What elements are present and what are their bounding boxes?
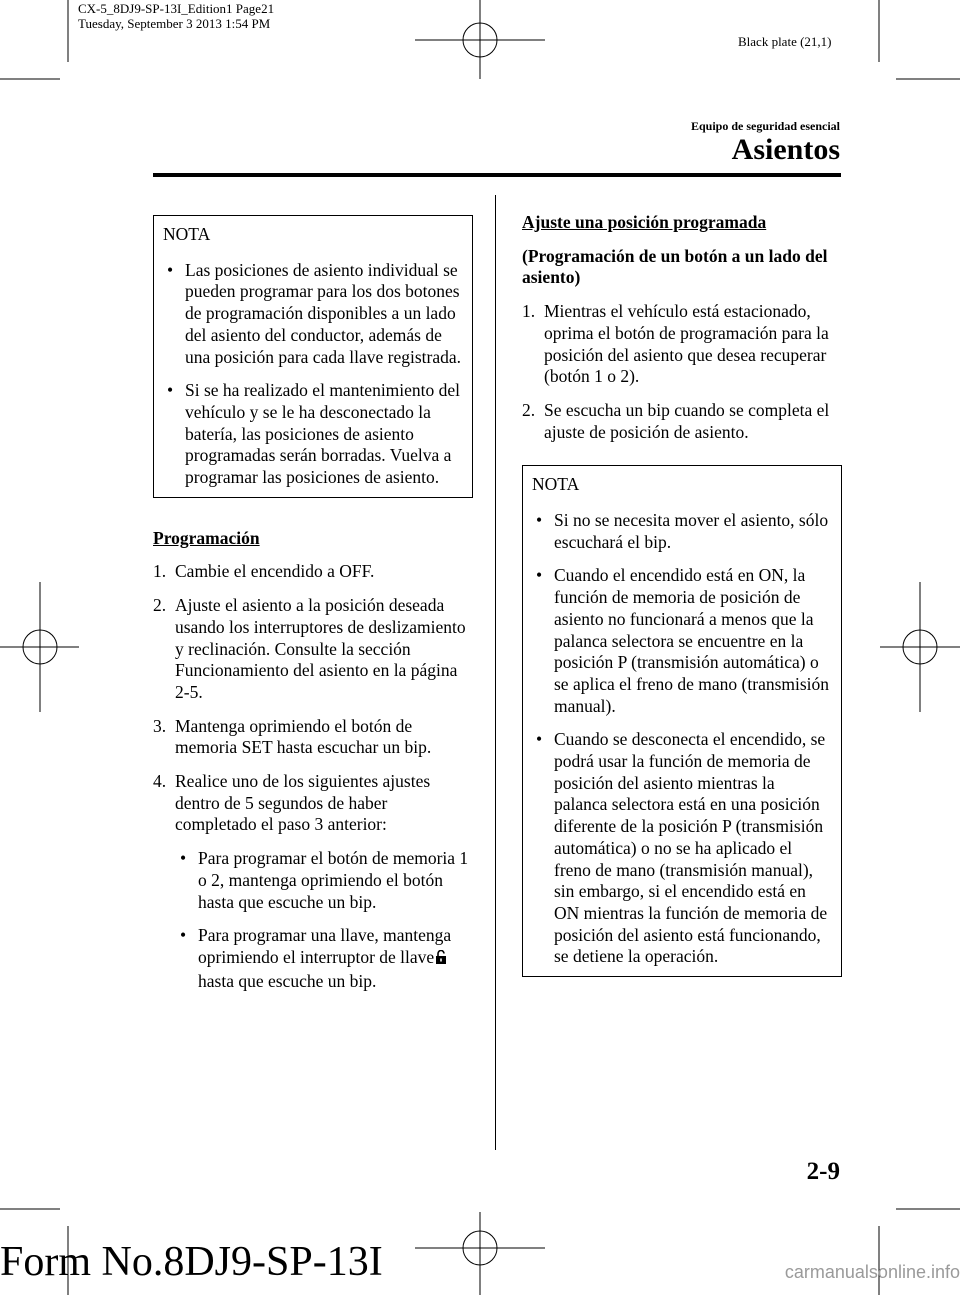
step-text: Mientras el vehículo está estacionado, oprima el botón de programación para la posición del asiento que desea recuperar (botón 1 o 2). <box>544 301 829 387</box>
sub-bullet: • Para programar el botón de memoria 1 o 2, mantenga oprimiendo el botón hasta que escuche un bip. <box>179 848 473 913</box>
note-title: NOTA <box>163 224 211 244</box>
step-text: Ajuste el asiento a la posición deseada usando los interruptores de deslizamiento y reclinación. Consulte la sección Funcionamiento del asiento en la página 2-5. <box>175 595 466 702</box>
step-number: 3. <box>153 715 167 736</box>
sub-bullet-text: Para programar una llave, mantenga oprimiendo el interruptor de llave <box>198 925 452 967</box>
step <box>153 716 473 759</box>
step <box>153 595 473 704</box>
step-number: 1. <box>522 301 536 322</box>
left-column <box>153 215 473 992</box>
note-item: • Si se ha realizado el mantenimiento del vehículo y se le ha desconectado la batería, las posiciones de asiento programadas serán borradas. Vuelva a programar las posiciones de asiento. <box>163 380 463 489</box>
section-heading: Programación <box>153 527 260 548</box>
note-item: • Las posiciones de asiento individual se pueden programar para los dos botones de programación disponibles a un lado del asiento del conductor, además de una posición para cada llave registrada. <box>163 260 463 369</box>
step-text: Realice uno de los siguientes ajustes dentro de 5 segundos de haber completado el paso 3 anterior: <box>175 771 431 835</box>
plate-label: Black plate (21,1) <box>738 34 832 49</box>
right-column <box>522 212 842 977</box>
page-number: 2-9 <box>806 1158 840 1185</box>
step <box>522 400 842 443</box>
step <box>153 561 473 583</box>
note-item: • Cuando el encendido está en ON, la función de memoria de posición de asiento no funcionará a menos que la palanca selectora se encuentre en la posición P (transmisión automática) o se aplica el freno de mano (transmisión manual). <box>532 565 832 717</box>
section-subheading: (Programación de un botón a un lado del asiento) <box>522 245 828 288</box>
step <box>153 771 473 836</box>
step-text: Cambie el encendido a OFF. <box>175 561 375 582</box>
print-info-file: CX-5_8DJ9-SP-13I_Edition1 Page21 <box>78 1 275 16</box>
form-number: Form No.8DJ9-SP-13I <box>0 1239 383 1285</box>
watermark: carmanualsonline.info <box>784 1262 960 1282</box>
sub-bullet <box>179 925 473 992</box>
step-text: Mantenga oprimiendo el botón de memoria SET hasta escuchar un bip. <box>175 715 432 758</box>
note-item: • Si no se necesita mover el asiento, sólo escuchará el bip. <box>532 510 832 553</box>
step-text: Se escucha un bip cuando se completa el ajuste de posición de asiento. <box>544 399 830 442</box>
note-box <box>522 465 842 977</box>
step-number: 2. <box>522 399 536 420</box>
page-title: Asientos <box>731 133 840 166</box>
section-label: Equipo de seguridad esencial <box>690 119 840 133</box>
step-number: 4. <box>153 771 167 792</box>
unlock-icon <box>435 949 447 971</box>
note-item: • Cuando se desconecta el encendido, se podrá usar la función de memoria de posición del asiento mientras la palanca selectora está en una posición diferente de la posición P (transmisión automática) o no se ha aplicado el freno de mano (transmisión manual), sin embargo, si el encendido está en ON mientras la función de memoria de posición del asiento está funcionando, se detiene la operación. <box>532 729 832 968</box>
sub-bullet-text-cont: hasta que escuche un bip. <box>198 970 377 991</box>
section-heading: Ajuste una posición programada <box>522 212 767 232</box>
step <box>522 301 842 388</box>
print-info-date: Tuesday, September 3 2013 1:54 PM <box>78 16 271 31</box>
header-rule <box>153 173 841 177</box>
step-number: 1. <box>153 561 167 582</box>
note-title: NOTA <box>532 474 580 495</box>
print-info <box>78 1 274 31</box>
column-divider <box>495 195 496 1150</box>
step-number: 2. <box>153 595 167 616</box>
note-box <box>153 215 473 498</box>
